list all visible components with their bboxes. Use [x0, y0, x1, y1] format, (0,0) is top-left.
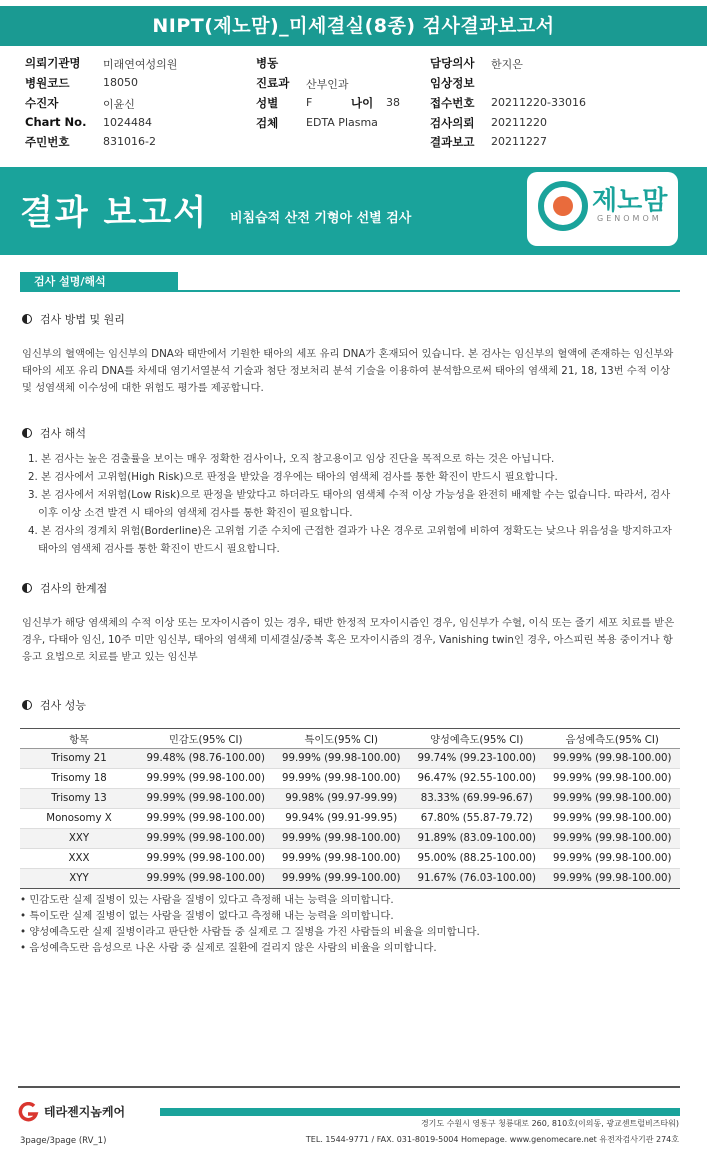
method-heading	[22, 311, 125, 327]
specimen-value: EDTA Plasma	[306, 116, 378, 129]
performance-notes	[20, 892, 680, 956]
dept-label: 진료과	[256, 76, 290, 90]
table-row	[20, 769, 680, 789]
report-date-label: 결과보고	[430, 135, 475, 149]
hospital-code-label: 병원코드	[25, 76, 70, 90]
requesting-org-value: 미래연여성의원	[103, 58, 178, 71]
banner-title: 결과 보고서	[20, 193, 209, 233]
interpretation-heading	[22, 425, 86, 441]
chart-no-value: 1024484	[103, 116, 152, 129]
company-name: 테라젠지놈케어	[44, 1105, 126, 1119]
footer-accent-bar	[160, 1108, 680, 1116]
resident-no-value: 831016-2	[103, 135, 156, 148]
genomom-emblem-dot-icon	[553, 196, 573, 216]
age-value: 38	[386, 96, 400, 109]
table-cell: 91.89% (83.09-100.00)	[409, 829, 545, 849]
limitations-heading	[22, 580, 107, 596]
request-date-label: 검사의뢰	[430, 116, 475, 130]
table-cell: Monosomy X	[20, 809, 138, 829]
table-cell: Trisomy 21	[20, 749, 138, 769]
ward-label: 병동	[256, 56, 279, 70]
request-date-value: 20211220	[491, 116, 547, 129]
table-cell: 99.99% (99.98-100.00)	[545, 849, 681, 869]
company-contact: TEL. 1544-9771 / FAX. 031-8019-5004 Homepage. www.genomecare.net 유전자검사기관 274호	[305, 1135, 679, 1144]
table-cell: 99.99% (99.98-100.00)	[545, 789, 681, 809]
logo-sub: GENOMOM	[597, 214, 662, 223]
note-item: • 민감도란 실제 질병이 있는 사람을 질병이 있다고 측정해 내는 능력을 의미합니다.	[20, 894, 394, 906]
age-label: 나이	[351, 96, 374, 110]
column-header: 특이도(95% CI)	[274, 729, 410, 749]
report-title: NIPT(제노맘)_미세결실(8종) 검사결과보고서	[0, 6, 707, 46]
table-cell: XXY	[20, 829, 138, 849]
table-cell: 99.99% (99.98-100.00)	[138, 829, 274, 849]
list-item: 3. 본 검사에서 저위험(Low Risk)으로 판정을 받았다고 하더라도 태아의 염색체 수적 이상 가능성을 완전히 배제할 수는 없습니다. 따라서, 검사 이후 이상 소견 발견 시 태아의 염색체 검사를 통한 확진이 필요합니다.	[28, 489, 671, 519]
note-item: • 특이도란 실제 질병이 없는 사람을 질병이 없다고 측정해 내는 능력을 의미합니다.	[20, 910, 394, 922]
column-header: 민감도(95% CI)	[138, 729, 274, 749]
table-cell: 99.99% (99.98-100.00)	[545, 869, 681, 889]
table-cell: 99.99% (99.98-100.00)	[274, 829, 410, 849]
table-row	[20, 869, 680, 889]
table-cell: 99.99% (99.98-100.00)	[274, 849, 410, 869]
company-logo-icon	[16, 1102, 40, 1122]
table-row	[20, 749, 680, 769]
table-cell: 99.48% (98.76-100.00)	[138, 749, 274, 769]
limitations-heading-text: 검사의 한계점	[40, 582, 108, 595]
note-item: • 양성예측도란 실제 질병이라고 판단한 사람들 중 실제로 그 질병을 가진 사람들의 비율을 의미합니다.	[20, 926, 480, 938]
section-tab: 검사 설명/해석	[20, 272, 178, 291]
column-header: 양성예측도(95% CI)	[409, 729, 545, 749]
clinical-info-label: 임상정보	[430, 76, 475, 90]
table-cell: 99.99% (99.98-100.00)	[138, 789, 274, 809]
table-row	[20, 849, 680, 869]
patient-info-block	[0, 55, 707, 155]
table-cell: XXX	[20, 849, 138, 869]
list-item: 2. 본 검사에서 고위험(High Risk)으로 판정을 받았을 경우에는 태아의 염색체 검사를 통한 확진이 반드시 필요합니다.	[28, 471, 558, 483]
specimen-label: 검체	[256, 116, 279, 130]
company-address: 경기도 수원시 영통구 청룡대로 260, 810호(이의동, 광교센트럴비즈타워)	[420, 1119, 679, 1128]
table-cell: 99.74% (99.23-100.00)	[409, 749, 545, 769]
table-cell: 99.99% (99.98-100.00)	[138, 809, 274, 829]
half-circle-bullet-icon	[22, 314, 32, 324]
table-cell: 91.67% (76.03-100.00)	[409, 869, 545, 889]
interpretation-heading-text: 검사 해석	[40, 427, 87, 440]
banner-subtitle: 비침습적 산전 기형아 선별 검사	[230, 211, 412, 226]
section-divider	[20, 290, 680, 292]
page-number: 3page/3page (RV_1)	[20, 1136, 107, 1146]
table-cell: 99.99% (99.98-100.00)	[545, 769, 681, 789]
sample-taker-value: 이윤신	[103, 98, 135, 111]
half-circle-bullet-icon	[22, 583, 32, 593]
performance-heading	[22, 697, 86, 713]
table-row	[20, 789, 680, 809]
table-cell: 99.99% (99.98-100.00)	[545, 809, 681, 829]
list-item: 4. 본 검사의 경계치 위험(Borderline)은 고위험 기준 수치에 근접한 결과가 나온 경우로 고위험에 비하여 정확도는 낮으나 위음성을 방지하고자 태아의 염색체 검사를 통한 확진이 반드시 필요합니다.	[28, 525, 672, 555]
list-item: 1. 본 검사는 높은 검출률을 보이는 매우 정확한 검사이나, 오직 참고용이고 임상 진단을 목적으로 하는 것은 아닙니다.	[28, 453, 555, 465]
receipt-no-value: 20211220-33016	[491, 96, 586, 109]
table-cell: 99.99% (99.98-100.00)	[138, 869, 274, 889]
performance-table	[20, 728, 680, 889]
table-cell: 99.99% (99.98-100.00)	[138, 849, 274, 869]
table-row	[20, 809, 680, 829]
table-cell: 99.99% (99.98-100.00)	[274, 769, 410, 789]
sex-value: F	[306, 96, 313, 109]
table-cell: 99.94% (99.91-99.95)	[274, 809, 410, 829]
table-row	[20, 829, 680, 849]
sex-label: 성별	[256, 96, 279, 110]
half-circle-bullet-icon	[22, 700, 32, 710]
hospital-code-value: 18050	[103, 76, 138, 89]
table-cell: 99.99% (99.98-100.00)	[138, 769, 274, 789]
table-cell: 96.47% (92.55-100.00)	[409, 769, 545, 789]
chart-no-label: Chart No.	[25, 115, 87, 129]
note-item: • 음성예측도란 음성으로 나온 사람 중 실제로 질환에 걸리지 않은 사람의 비율을 의미합니다.	[20, 942, 437, 954]
method-heading-text: 검사 방법 및 원리	[40, 313, 125, 326]
table-cell: XYY	[20, 869, 138, 889]
limitations-text: 임신부가 해당 염색체의 수적 이상 또는 모자이시즘이 있는 경우, 태반 한정적 모자이시즘인 경우, 임신부가 수혈, 이식 또는 줄기 세포 치료를 받은 경우, 다태아 임신, 10주 미만 임신부, 태아의 염색체 미세결실/중복 혹은 모자이시즘의 경우, Vanishing twin인 경우, 아스피린 복용 중이거나 항 응고 요법으로 치료를 받고 있는 임신부	[22, 617, 675, 663]
method-text: 임신부의 혈액에는 임신부의 DNA와 태반에서 기원한 태아의 세포 유리 DNA가 혼재되어 있습니다. 본 검사는 임신부의 혈액에 존재하는 임신부와 태아의 세포 유리 DNA를 차세대 염기서열분석 기술과 첨단 정보처리 분석 기술을 이용하여 분석함으로써 태아의 염색체 21, 18, 13번 수적 이상 및 성염색체 이수성에 대한 위험도 평가를 제공합니다.	[22, 348, 674, 394]
report-date-value: 20211227	[491, 135, 547, 148]
table-cell: 99.99% (99.98-100.00)	[545, 749, 681, 769]
column-header: 음성예측도(95% CI)	[545, 729, 681, 749]
interpretation-list	[28, 450, 683, 558]
table-cell: Trisomy 13	[20, 789, 138, 809]
resident-no-label: 주민번호	[25, 135, 70, 149]
table-header-row	[20, 729, 680, 749]
column-header: 항목	[20, 729, 138, 749]
half-circle-bullet-icon	[22, 428, 32, 438]
doctor-label: 담당의사	[430, 56, 475, 70]
table-cell: 99.99% (99.98-100.00)	[545, 829, 681, 849]
performance-heading-text: 검사 성능	[40, 699, 87, 712]
doctor-value: 한지은	[491, 58, 523, 71]
footer-divider	[18, 1086, 680, 1088]
table-cell: 95.00% (88.25-100.00)	[409, 849, 545, 869]
receipt-no-label: 접수번호	[430, 96, 475, 110]
table-cell: 99.98% (99.97-99.99)	[274, 789, 410, 809]
table-cell: 99.99% (99.98-100.00)	[274, 749, 410, 769]
requesting-org-label: 의뢰기관명	[25, 56, 81, 70]
logo-name: 제노맘	[592, 186, 668, 216]
table-cell: 67.80% (55.87-79.72)	[409, 809, 545, 829]
dept-value: 산부인과	[306, 78, 349, 91]
table-cell: Trisomy 18	[20, 769, 138, 789]
sample-taker-label: 수진자	[25, 96, 59, 110]
table-cell: 99.99% (99.99-100.00)	[274, 869, 410, 889]
table-cell: 83.33% (69.99-96.67)	[409, 789, 545, 809]
